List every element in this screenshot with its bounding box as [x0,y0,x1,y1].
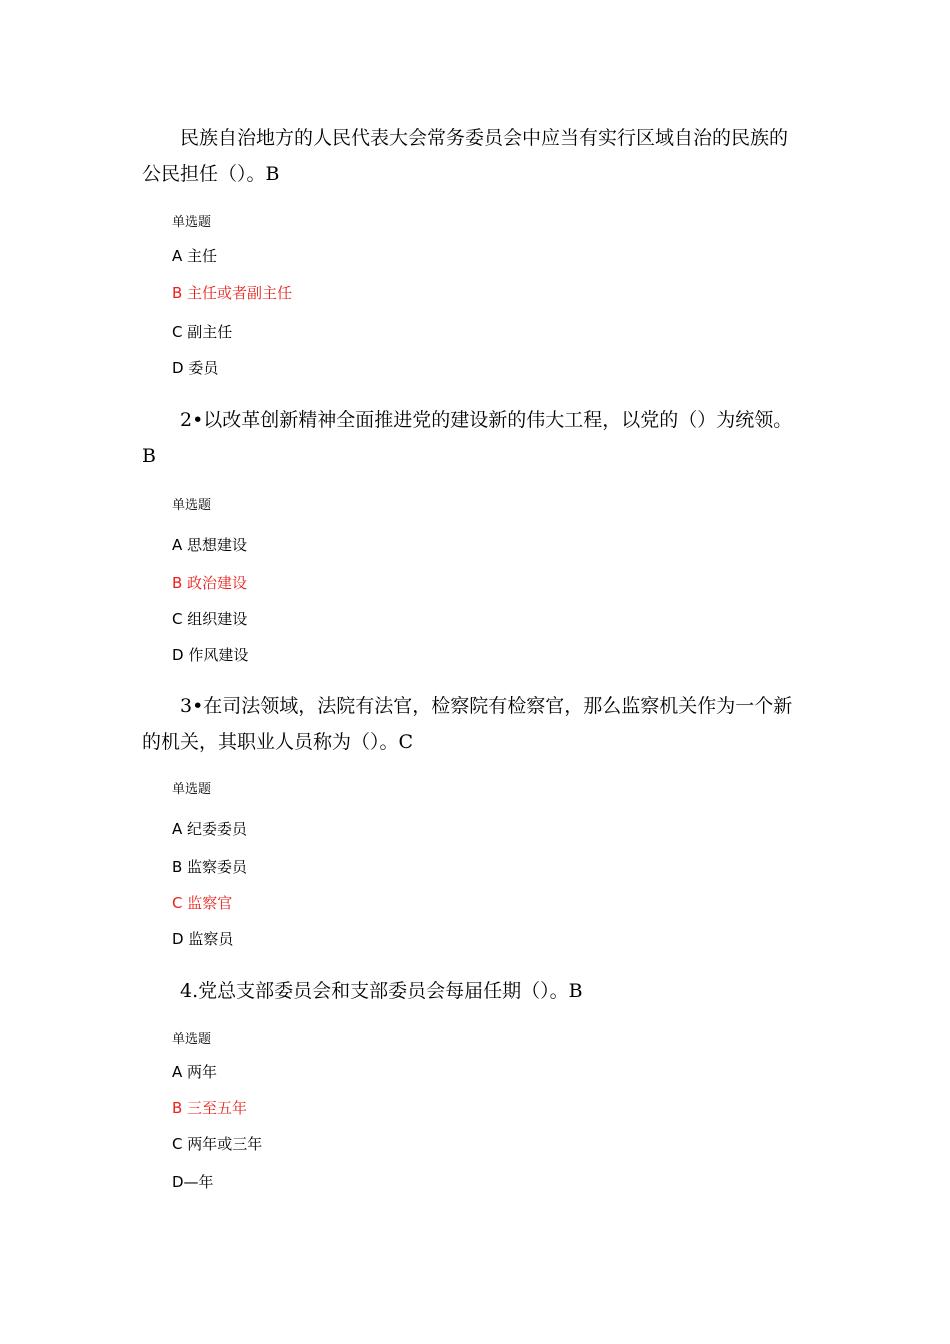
question-3-line-2: 的机关，其职业人员称为（）。C [142,731,414,753]
question-1-line-2: 公民担任（）。B [142,163,280,185]
question-4-line-1: 4.党总支部委员会和支部委员会每届任期（）。B [180,980,583,1002]
question-2-option-a: A 思想建设 [172,536,248,554]
question-4-option-c: C 两年或三年 [172,1135,263,1153]
question-2-type: 单选题 [172,498,212,513]
question-1-option-b: B 主任或者副主任 [172,284,293,302]
question-4-option-a: A 两年 [172,1063,218,1081]
question-1-line-1: 民族自治地方的人民代表大会常务委员会中应当有实行区域自治的民族的 [180,127,789,149]
question-1-stem [142,120,802,192]
question-2-line-2: B [142,445,156,467]
question-2-stem [142,402,802,474]
question-2-line-1: 2•以改革创新精神全面推进党的建设新的伟大工程，以党的（）为统领。 [180,409,793,431]
question-3-option-a: A 纪委委员 [172,820,248,838]
question-1-option-a: A 主任 [172,247,218,265]
question-2-option-b: B 政治建设 [172,574,248,592]
question-3-option-b: B 监察委员 [172,858,248,876]
question-4-option-d: D—年 [172,1173,214,1191]
question-4-option-b: B 三至五年 [172,1099,248,1117]
question-3-line-1: 3•在司法领域，法院有法官，检察院有检察官，那么监察机关作为一个新 [180,695,793,717]
question-4-stem [142,973,802,1009]
question-2-option-c: C 组织建设 [172,610,248,628]
question-1-option-d: D 委员 [172,359,219,377]
question-3-option-d: D 监察员 [172,930,234,948]
question-3-type: 单选题 [172,782,212,797]
question-3-option-c: C 监察官 [172,894,233,912]
question-3-stem [142,688,802,760]
question-4-type: 单选题 [172,1032,212,1047]
question-1-option-c: C 副主任 [172,323,233,341]
question-2-option-d: D 作风建设 [172,646,249,664]
question-1-type: 单选题 [172,215,212,230]
